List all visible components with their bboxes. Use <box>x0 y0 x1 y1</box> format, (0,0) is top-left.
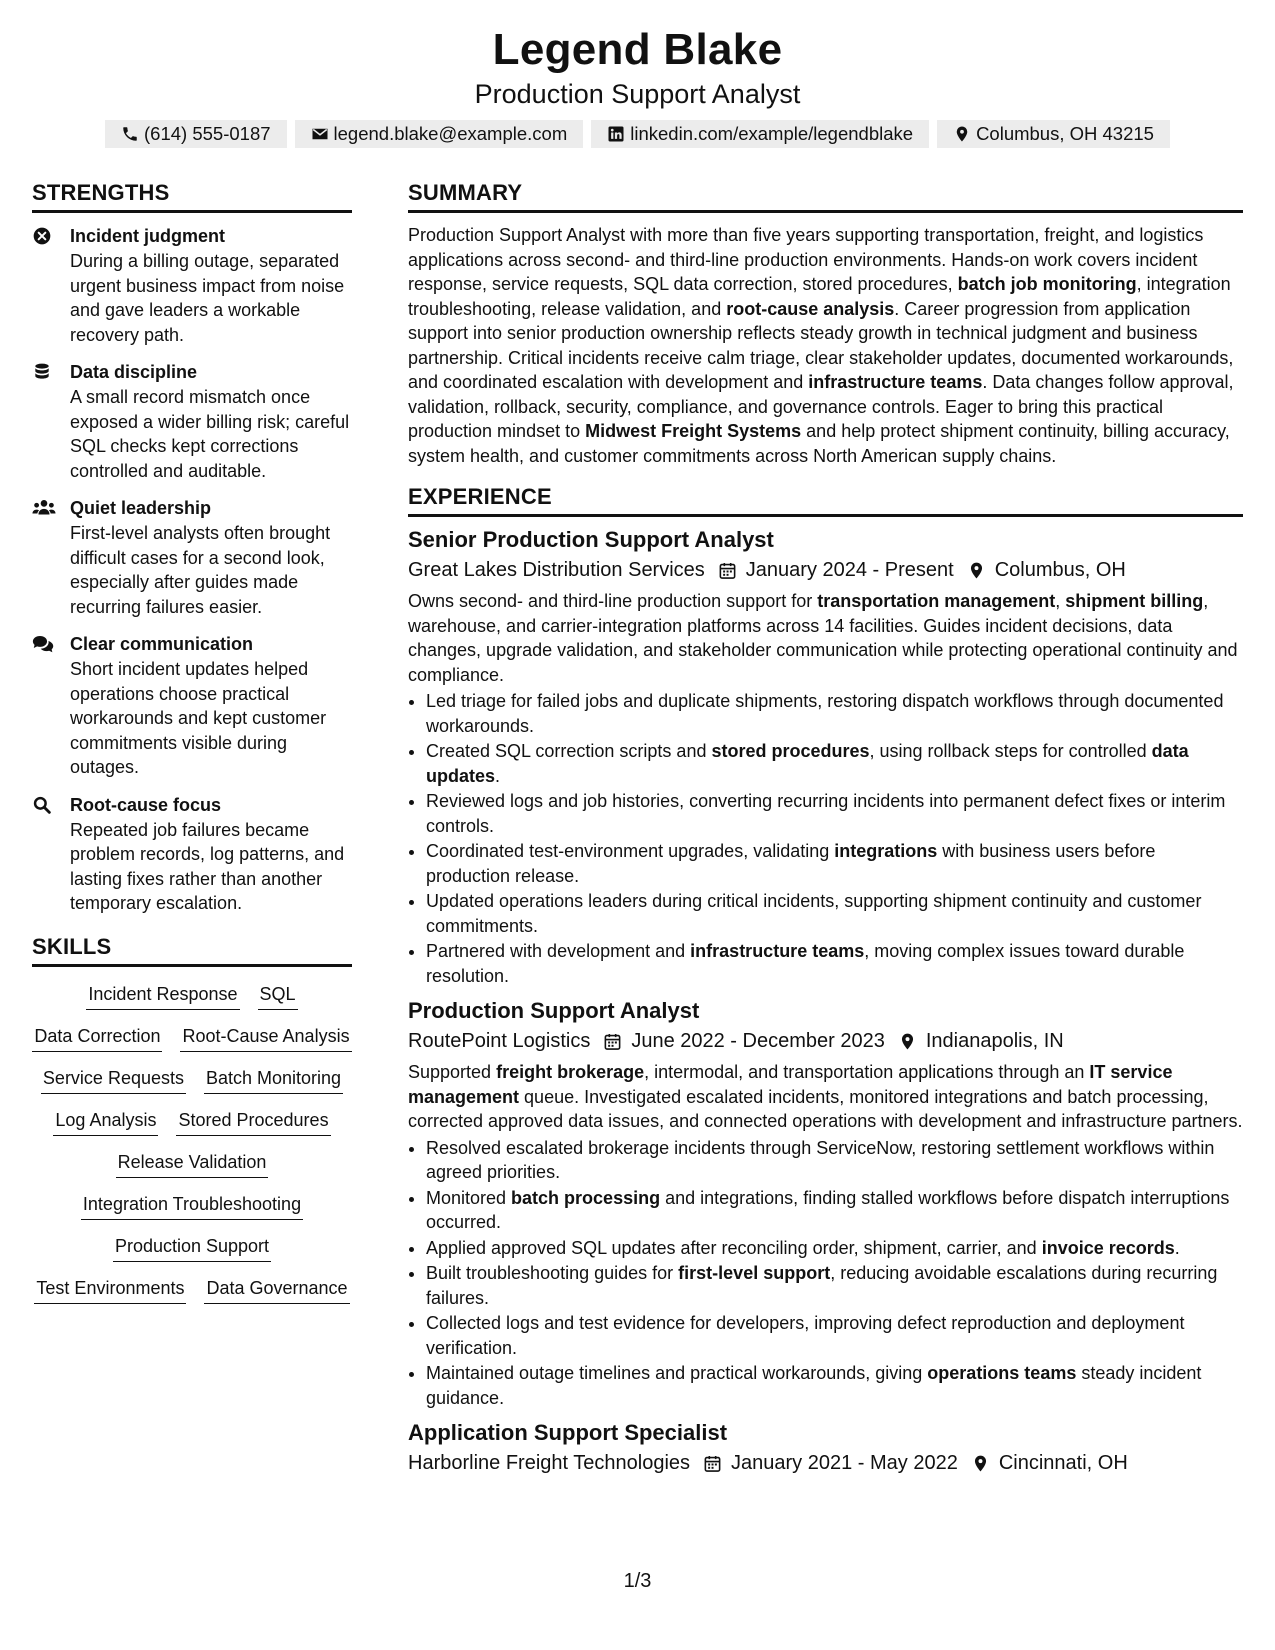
strength-desc: A small record mismatch once exposed a wider billing risk; careful SQL checks kept corrections controlled and auditable. <box>70 387 350 481</box>
linkedin-icon <box>607 125 625 143</box>
bold-phrase: infrastructure teams <box>808 372 983 392</box>
job-entry <box>408 1418 1243 1478</box>
skill-tag: Stored Procedures <box>176 1107 330 1136</box>
contact-phone-text: (614) 555-0187 <box>144 123 271 144</box>
bold-phrase: freight brokerage <box>496 1062 645 1082</box>
skill-tag: SQL <box>258 981 298 1010</box>
skill-tag: Service Requests <box>41 1065 186 1094</box>
skill-tag: Root-Cause Analysis <box>180 1023 351 1052</box>
bold-phrase: infrastructure teams <box>690 941 865 961</box>
job-company: RoutePoint Logistics <box>408 1030 591 1052</box>
strength-title: Data discipline <box>70 362 198 382</box>
job-meta <box>408 555 1243 585</box>
strength-item <box>32 631 352 780</box>
strengths-heading: STRENGTHS <box>32 178 352 213</box>
bullet-item: • Updated operations leaders during critical incidents, supporting shipment continuity and customer commitments. <box>426 889 1243 938</box>
bold-phrase: invoice records <box>1041 1237 1175 1258</box>
contact-email-text[interactable]: legend.blake@example.com <box>333 123 568 144</box>
experience-list <box>408 525 1243 1478</box>
page-number: 1/3 <box>623 1570 652 1592</box>
database-icon <box>32 359 70 483</box>
strength-item <box>32 792 352 916</box>
bullet-item: • Built troubleshooting guides for first-level support, reducing avoidable escalations during recurring failures. <box>426 1261 1243 1310</box>
skill-tag: Batch Monitoring <box>204 1065 343 1094</box>
strength-title: Root-cause focus <box>70 794 222 815</box>
contact-bar <box>0 120 1275 148</box>
bullet-item: • Applied approved SQL updates after reconciling order, shipment, carrier, and invoice records. <box>426 1236 1243 1261</box>
bullet-item: • Led triage for failed jobs and duplicate shipments, restoring dispatch workflows through documented workarounds. <box>426 689 1243 738</box>
summary-heading: SUMMARY <box>408 178 1243 213</box>
skill-tag: Release Validation <box>116 1149 269 1178</box>
bold-phrase: first-level support <box>678 1263 831 1283</box>
skill-tag: Data Correction <box>32 1023 162 1052</box>
job-bullets <box>408 1136 1243 1411</box>
strength-desc: First-level analysts often brought difficult cases for a second look, especially after guides made recurring failures easier. <box>70 523 331 617</box>
skill-tag: Test Environments <box>34 1275 186 1304</box>
bold-phrase: integrations <box>834 841 938 861</box>
contact-location-text: Columbus, OH 43215 <box>976 123 1154 144</box>
candidate-title: Production Support Analyst <box>474 79 801 109</box>
job-entry <box>408 996 1243 1410</box>
envelope-icon <box>311 125 329 143</box>
bold-phrase: shipment billing <box>1065 591 1204 611</box>
bold-phrase: operations teams <box>927 1363 1077 1383</box>
bullet-item: • Partnered with development and infrastructure teams, moving complex issues toward durable resolution. <box>426 939 1243 988</box>
job-dates: June 2022 - December 2023 <box>631 1030 885 1052</box>
users-icon <box>32 495 70 619</box>
strength-title: Incident judgment <box>70 226 225 246</box>
bold-phrase: batch job monitoring <box>957 274 1137 294</box>
skill-tag: Log Analysis <box>53 1107 158 1136</box>
skill-tag: Data Governance <box>204 1275 349 1304</box>
x-circle-icon <box>32 223 70 347</box>
bold-phrase: batch processing <box>511 1187 661 1208</box>
job-meta <box>408 1448 1243 1478</box>
job-dates: January 2021 - May 2022 <box>731 1452 958 1474</box>
location-pin-icon <box>958 1454 999 1473</box>
strength-title: Clear communication <box>70 634 254 654</box>
contact-location <box>937 120 1170 148</box>
left-column <box>32 178 352 1482</box>
job-location: Cincinnati, OH <box>998 1452 1128 1474</box>
bold-phrase: Midwest Freight Systems <box>585 421 802 441</box>
skill-tag: Production Support <box>113 1233 271 1262</box>
job-location: Columbus, OH <box>994 559 1126 581</box>
bold-phrase: transportation management <box>817 591 1056 611</box>
location-pin-icon <box>953 125 971 143</box>
contact-linkedin-text[interactable]: linkedin.com/example/legendblake <box>630 123 914 144</box>
resume-body <box>32 178 1243 1482</box>
skill-tag: Integration Troubleshooting <box>81 1191 303 1220</box>
bullet-item: • Created SQL correction scripts and stored procedures, using rollback steps for controlled data updates. <box>426 739 1243 788</box>
search-icon <box>32 792 70 916</box>
skills-heading: SKILLS <box>32 932 352 967</box>
bold-phrase: data updates <box>426 741 1189 786</box>
bold-phrase: IT service management <box>408 1062 1173 1107</box>
contact-phone <box>105 120 287 148</box>
calendar-icon <box>590 1032 631 1051</box>
job-title: Senior Production Support Analyst <box>408 527 774 552</box>
phone-icon <box>121 125 139 143</box>
bullet-item: • Coordinated test-environment upgrades, validating integrations with business users before production release. <box>426 839 1243 888</box>
bullet-item: • Resolved escalated brokerage incidents through ServiceNow, restoring settlement workflows within agreed priorities. <box>426 1136 1243 1185</box>
strength-item <box>32 359 352 483</box>
contact-linkedin[interactable] <box>591 120 929 148</box>
skill-tag: Incident Response <box>86 981 239 1010</box>
strength-desc: Short incident updates helped operations choose practical workarounds and kept customer commitments visible during outages. <box>70 659 327 777</box>
contact-email[interactable] <box>295 120 584 148</box>
summary-text: Production Support Analyst with more than five years supporting transportation, freight, and logistics applications across second- and third-line production environments. Hands-on work covers incident response, service requests, SQL data correction, stored procedures, batch job monitoring, integration troubleshooting, release validation, and root-cause analysis. Career progression from application support into senior production ownership reflects steady growth in technical judgment and business partnership. Critical incidents receive calm triage, clear stakeholder updates, documented workarounds, and coordinated escalation with development and infrastructure teams. Data changes follow approval, validation, rollback, security, compliance, and governance controls. Eager to bring this practical production mindset to Midwest Freight Systems and help protect shipment continuity, billing accuracy, system health, and customer commitments across North American supply chains. <box>408 225 1234 466</box>
strength-desc: Repeated job failures became problem records, log patterns, and lasting fixes rather than another temporary escalation. <box>70 819 345 913</box>
job-company: Harborline Freight Technologies <box>408 1452 691 1474</box>
location-pin-icon <box>954 561 995 580</box>
job-company: Great Lakes Distribution Services <box>408 559 705 581</box>
strength-desc: During a billing outage, separated urgent business impact from noise and gave leaders a workable recovery path. <box>70 251 345 345</box>
calendar-icon <box>690 1454 731 1473</box>
job-description: Owns second- and third-line production support for transportation management, shipment billing, warehouse, and carrier-integration platforms across 14 facilities. Guides incident decisions, data changes, upgrade validation, and stakeholder communication while protecting operational continuity and compliance. <box>408 591 1238 685</box>
job-dates: January 2024 - Present <box>745 559 954 581</box>
bold-phrase: root-cause analysis <box>726 298 895 319</box>
job-meta <box>408 1026 1243 1056</box>
bullet-item: • Reviewed logs and job histories, converting recurring incidents into permanent defect fixes or interim controls. <box>426 789 1243 838</box>
job-description: Supported freight brokerage, intermodal, and transportation applications through an IT service management queue. Investigated escalated incidents, monitored integrations and batch processing, corrected approved data issues, and connected operations with development and infrastructure partners. <box>408 1062 1243 1131</box>
comments-icon <box>32 631 70 780</box>
job-title: Application Support Specialist <box>408 1420 728 1445</box>
resume-header <box>0 0 1275 148</box>
job-location: Indianapolis, IN <box>925 1030 1064 1052</box>
location-pin-icon <box>885 1032 926 1051</box>
strength-item <box>32 223 352 347</box>
right-column <box>408 178 1243 1482</box>
strength-item <box>32 495 352 619</box>
candidate-name: Legend Blake <box>492 25 783 74</box>
bullet-item: • Monitored batch processing and integrations, finding stalled workflows before dispatch interruptions occurred. <box>426 1186 1243 1235</box>
job-bullets <box>408 689 1243 988</box>
calendar-icon <box>705 561 746 580</box>
job-entry <box>408 525 1243 988</box>
strength-title: Quiet leadership <box>70 498 212 518</box>
bullet-item: • Maintained outage timelines and practical workarounds, giving operations teams steady incident guidance. <box>426 1361 1243 1410</box>
experience-heading: EXPERIENCE <box>408 482 1243 517</box>
bullet-item: • Collected logs and test evidence for developers, improving defect reproduction and deployment verification. <box>426 1311 1243 1360</box>
bold-phrase: stored procedures <box>711 741 870 761</box>
skills-list <box>32 977 352 1304</box>
job-title: Production Support Analyst <box>408 998 700 1023</box>
